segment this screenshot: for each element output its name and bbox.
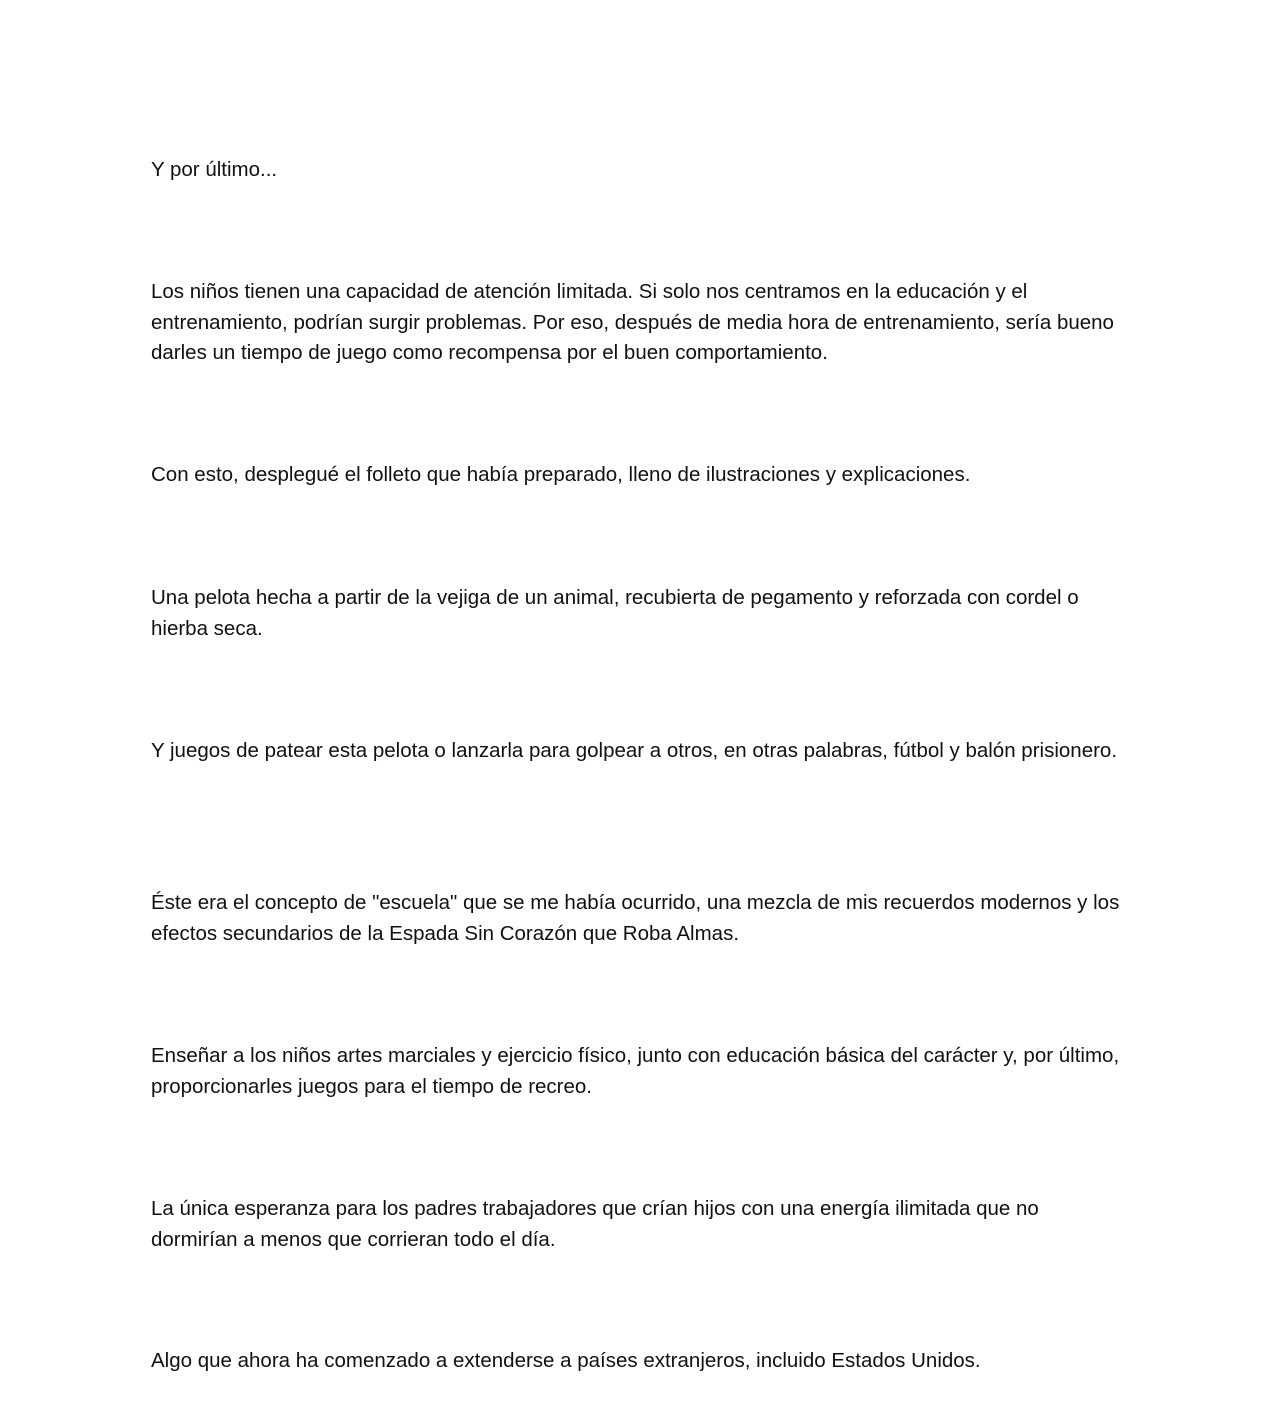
paragraph-spreading: Algo que ahora ha comenzado a extenderse a países extranjeros, incluido Estados Unidos. — [151, 1349, 981, 1372]
paragraph-hope: La única esperanza para los padres trabajadores que crían hijos con una energía ilimitada que no dormirían a menos que corrieran todo el día. — [151, 1197, 1039, 1251]
paragraph-intro: Y por último... — [151, 158, 278, 181]
paragraph-games: Y juegos de patear esta pelota o lanzarla para golpear a otros, en otras palabras, fútbol y balón prisionero. — [151, 739, 1118, 762]
paragraph-leaflet: Con esto, desplegué el folleto que había preparado, lleno de ilustraciones y explicaciones. — [151, 463, 971, 486]
paragraph-teaching: Enseñar a los niños artes marciales y ejercicio físico, junto con educación básica del carácter y, por último, proporcionarles juegos para el tiempo de recreo. — [151, 1044, 1120, 1098]
paragraph-attention-span: Los niños tienen una capacidad de atención limitada. Si solo nos centramos en la educación y el entrenamiento, podrían surgir problemas. Por eso, después de media hora de entrenamiento, sería bueno darles un tiempo de juego como recompensa por el buen comportamiento. — [151, 280, 1114, 365]
paragraph-ball: Una pelota hecha a partir de la vejiga de un animal, recubierta de pegamento y reforzada con cordel o hierba seca. — [151, 586, 1079, 640]
paragraph-school-concept: Éste era el concepto de "escuela" que se me había ocurrido, una mezcla de mis recuerdos modernos y los efectos secundarios de la Espada Sin Corazón que Roba Almas. — [151, 891, 1120, 945]
